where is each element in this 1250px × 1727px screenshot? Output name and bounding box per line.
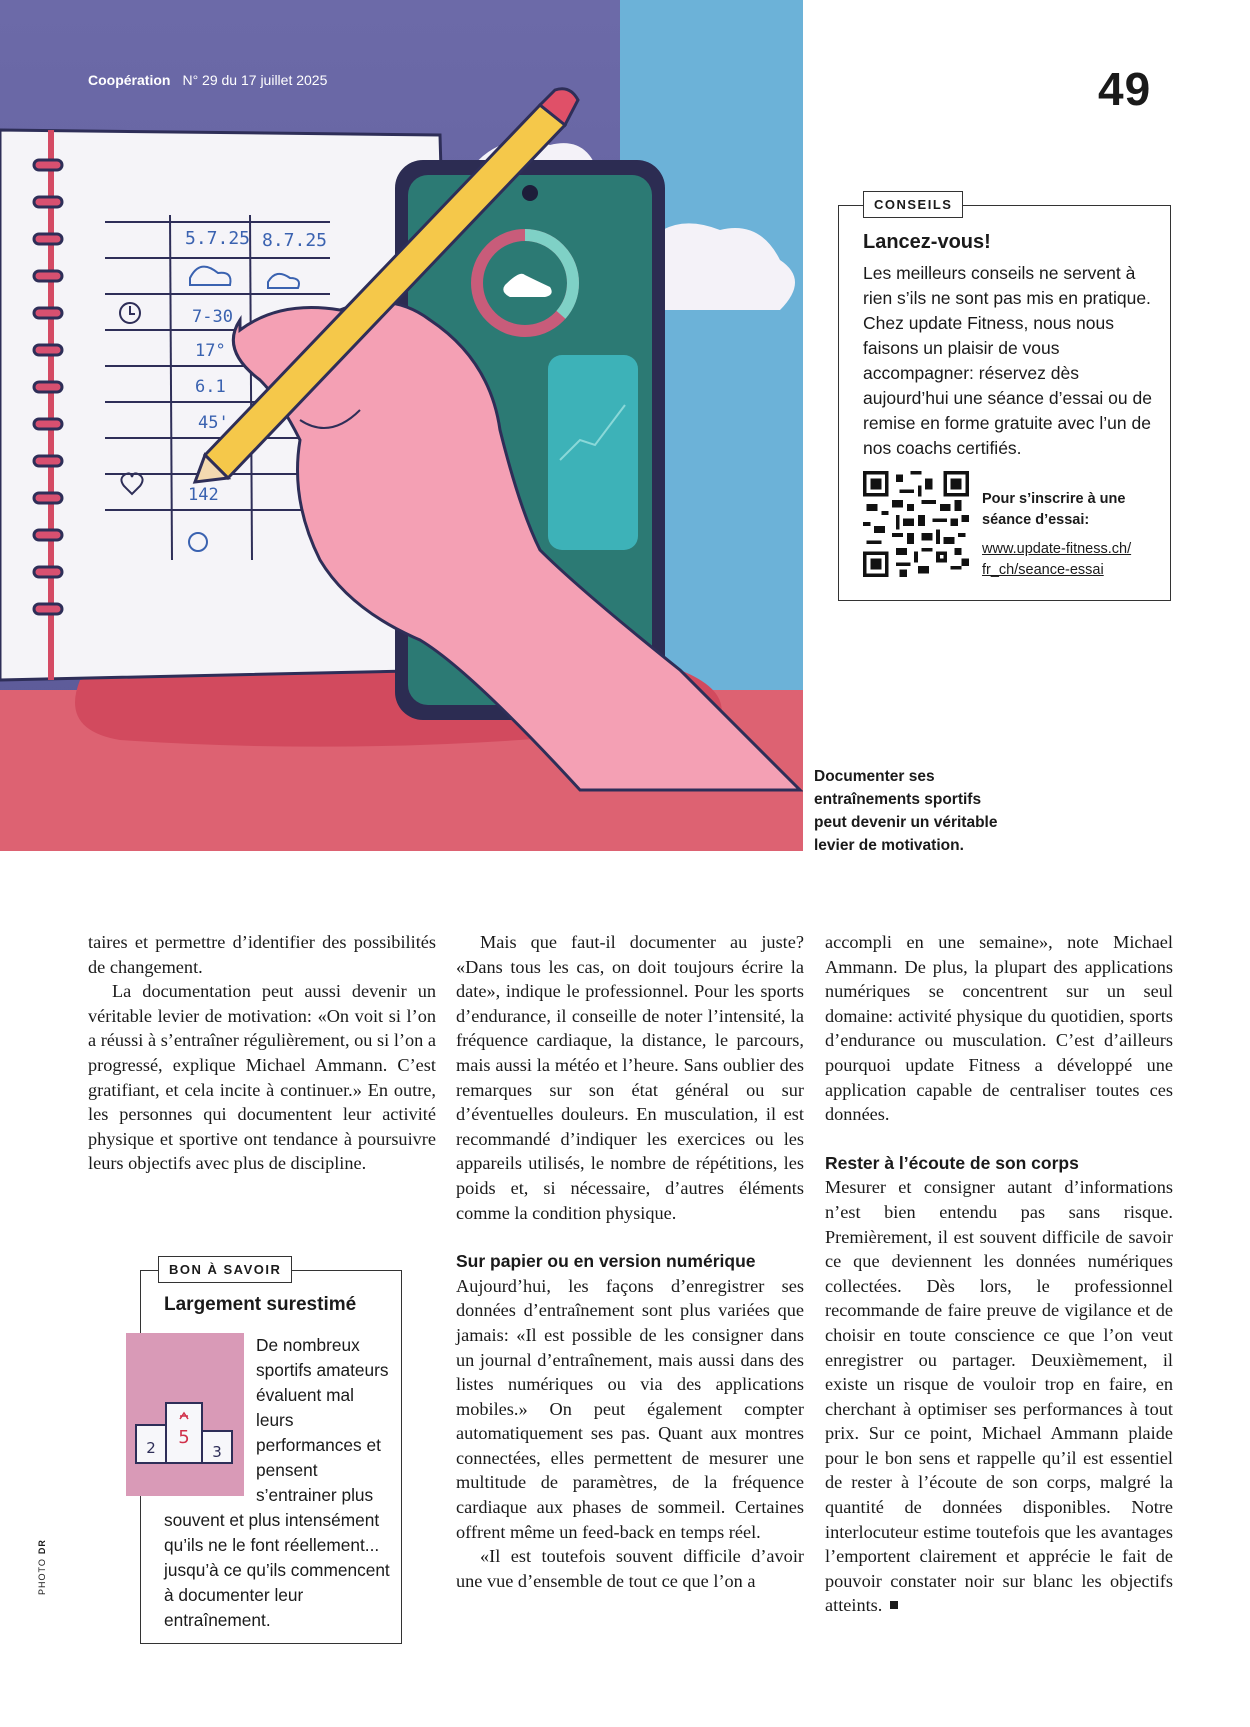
- podium-number-2: 2: [146, 1439, 156, 1457]
- notebook-value-distance: 6.1: [195, 377, 226, 397]
- subheading: Rester à l’écoute de son corps: [825, 1152, 1079, 1173]
- paragraph-text: Mesurer et consigner autant d’informations n’est bien entendu pas sans risque. Premièrement, il est souvent difficile de savoir ce que deviennent les données numériques collectées. Dès lors, le professionnel recommande de faire preuve de vigilance et de choisir en toute conscience ce que l’on veut enregistrer ou partager. Deuxièmement, il existe un risque de vouloir trop en faire, en cherchant à optimiser ses performances à tout prix. Sur ce point, Michael Ammann plaide pour le bon sens et rappelle qu’il est essentiel de rester à l’écoute de son corps, malgré la quantité de données disponibles. Notre interlocuteur estime toutefois que les avantages l’emportent clairement et apprécie le fait de pouvoir constater noir sur blanc les objectifs atteints.: [825, 1177, 1173, 1616]
- paragraph: taires et permettre d’identifier des possibilités de changement.: [88, 932, 436, 977]
- hero-illustration: [0, 0, 803, 851]
- bon-a-savoir-label: BON À SAVOIR: [158, 1256, 292, 1283]
- conseils-title: Lancez-vous!: [863, 231, 991, 253]
- podium-number-5: 5: [178, 1427, 190, 1448]
- paragraph: Mais que faut-il documenter au juste? «Dans tous les cas, on doit toujours écrire la date», indique le professionnel. Pour les sports d’endurance, il conseille de noter l’intensité, la fréquence cardiaque, la distance, le parcours, mais aussi la météo et l’heure. Sans oublier des remarques sur son état général ou sur d’éventuelles douleurs. En musculation, il est recommandé d’indiquer les exercices ou les appareils utilisés, le nombre de répétitions, les poids et, si nécessaire, d’autres éléments comme la condition physique.: [456, 932, 804, 1223]
- paragraph: La documentation peut aussi devenir un véritable levier de motivation: «On voit si l’on a réussi à s’entraîner régulièrement, ou si l’on a progressé, explique Michael Ammann. C’est gratifiant, et cela incite à continuer.» En outre, les personnes qui documentent leur activité physique et sportive ont tendance à poursuivre leurs objectifs avec plus de discipline.: [88, 981, 436, 1174]
- qr-instructions: Pour s’inscrire à une séance d’essai:: [982, 491, 1126, 528]
- publication-name: Coopération: [88, 72, 171, 88]
- bon-a-savoir-title: Largement surestimé: [164, 1294, 357, 1315]
- phone-camera: [522, 185, 538, 201]
- paragraph: Aujourd’hui, les façons d’enregistrer ses données d’entraînement sont plus variées que jamais: «Il est possible de les consigner dans un journal d’entraînement, mais aussi dans des listes numériques ou via des applications mobiles.» On peut également compter automatiquement ses pas. Quant aux montres connectées, elles permettent de mesurer une multitude de paramètres, de la fréquence cardiaque aux phases de sommeil. Certaines offrent même un feed-back en temps réel.: [456, 1275, 804, 1542]
- end-of-article-icon: [890, 1601, 898, 1609]
- photo-credit-label: PHOTO: [37, 1558, 47, 1595]
- issue-info: N° 29 du 17 juillet 2025: [182, 72, 328, 88]
- bon-a-savoir-text-bottom: souvent et plus intensément qu’ils ne le font réellement... jusqu’à ce qu’ils commencent à documenter leur entraînement.: [164, 1510, 390, 1630]
- article-column-1: [88, 930, 436, 1176]
- paragraph: «Il est toutefois souvent difficile d’avoir une vue d’ensemble de tout ce que l’on a: [456, 1546, 804, 1591]
- article-column-2: [456, 930, 804, 1593]
- subheading: Sur papier ou en version numérique: [456, 1251, 756, 1272]
- conseils-body: Les meilleurs conseils ne servent à rien s’ils ne sont pas mis en pratique. Chez update Fitness, nous nous faisons un plaisir de vous accompagner: réservez dès aujourd’hui une séance d’essai ou de remise en forme gratuite avec l’un de nos coachs certifiés.: [863, 263, 1152, 458]
- photo-credit: [37, 1539, 47, 1595]
- illustration-caption: Documenter ses entraînements sportifs peut devenir un véritable levier de motivation.: [814, 768, 998, 854]
- signup-link[interactable]: www.update-fitness.ch/ fr_ch/seance-essai: [982, 541, 1132, 578]
- notebook-value-temp: 17°: [195, 341, 226, 361]
- bon-a-savoir-box: [140, 1262, 402, 1644]
- notebook-value-heart: 142: [188, 485, 219, 505]
- podium-icon: [126, 1333, 244, 1496]
- notebook-value-time: 7-30: [192, 307, 233, 327]
- notebook-date-2: 8.7.25: [262, 230, 328, 251]
- notebook-value-duration: 45': [198, 413, 229, 433]
- bon-a-savoir-text-right: De nombreux sportifs amateurs évaluent mal leurs performances et pensent s’entrainer plus: [256, 1335, 389, 1505]
- photo-credit-name: DR: [37, 1539, 47, 1555]
- qr-code-icon[interactable]: [863, 471, 969, 577]
- final-paragraph: [825, 1175, 1173, 1618]
- illustration-svg: [0, 0, 803, 851]
- conseils-label: CONSEILS: [863, 191, 963, 218]
- notebook-margin: [48, 130, 54, 680]
- podium-number-3: 3: [212, 1443, 222, 1461]
- paragraph: accompli en une semaine», note Michael Ammann. De plus, la plupart des applications numériques se concentrent sur un seul domaine: activité physique du quotidien, sports d’endurance ou musculation. C’est d’ailleurs pourquoi update Fitness a développé une application capable de centraliser toutes ces données.: [825, 932, 1173, 1125]
- masthead: [88, 72, 327, 88]
- page-number: 49: [1098, 63, 1152, 115]
- phone-graph-card: [548, 355, 638, 550]
- conseils-box: [838, 197, 1171, 601]
- notebook-date-1: 5.7.25: [185, 228, 251, 249]
- article-column-3: [825, 930, 1173, 1618]
